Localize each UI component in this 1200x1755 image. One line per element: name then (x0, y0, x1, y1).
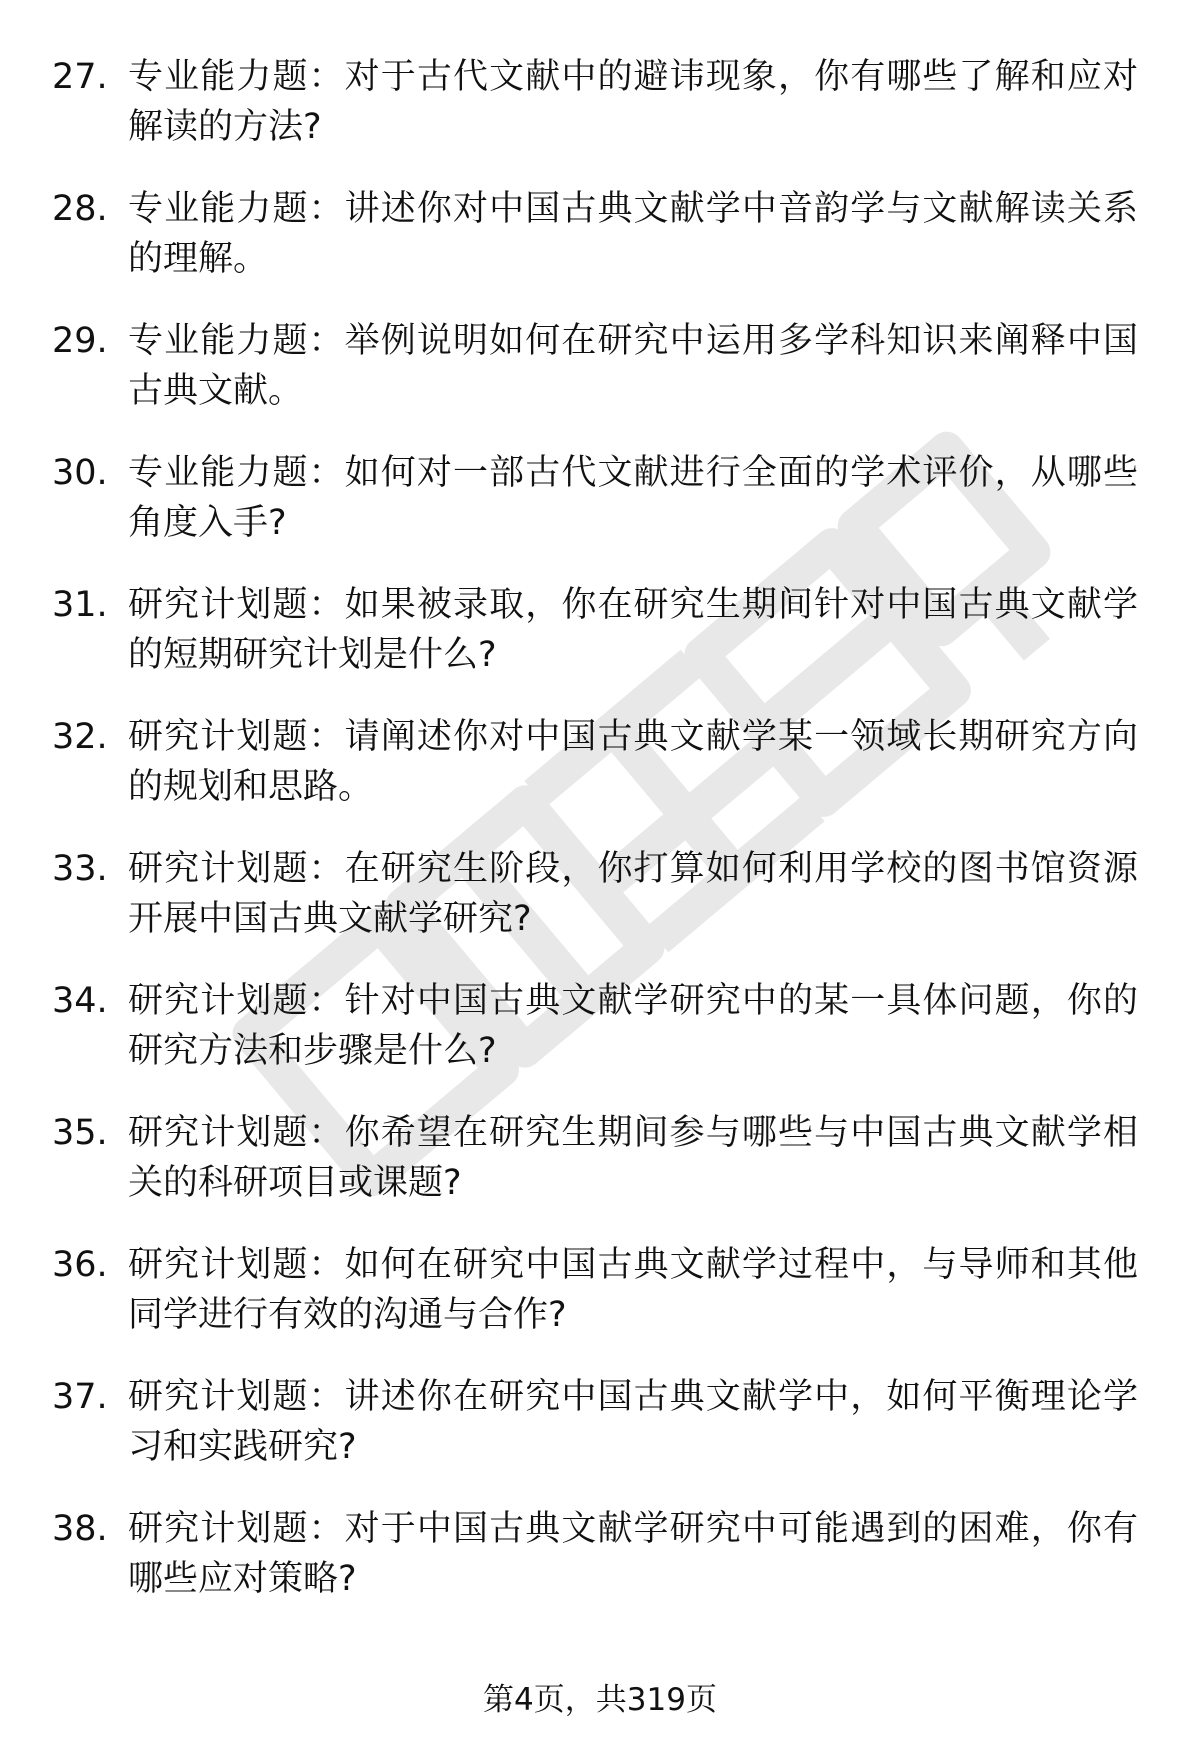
question-item (0, 448, 1200, 580)
question-number: 38. (52, 1509, 108, 1549)
question-item (0, 52, 1200, 184)
question-item (0, 1108, 1200, 1240)
question-number: 30. (52, 453, 108, 493)
question-text: 研究计划题：在研究生阶段，你打算如何利用学校的图书馆资源开展中国古典文献学研究? (128, 849, 1138, 939)
question-item (0, 844, 1200, 976)
question-number: 32. (52, 717, 108, 757)
question-number: 37. (52, 1377, 108, 1417)
question-item (0, 712, 1200, 844)
question-number: 33. (52, 849, 108, 889)
question-number: 35. (52, 1113, 108, 1153)
question-item (0, 976, 1200, 1108)
question-number: 31. (52, 585, 108, 625)
question-text: 专业能力题：如何对一部古代文献进行全面的学术评价，从哪些角度入手? (128, 453, 1138, 543)
question-item (0, 316, 1200, 448)
question-item (0, 1504, 1200, 1636)
question-text: 研究计划题：你希望在研究生期间参与哪些与中国古典文献学相关的科研项目或课题? (128, 1113, 1138, 1203)
question-number: 34. (52, 981, 108, 1021)
question-text: 专业能力题：举例说明如何在研究中运用多学科知识来阐释中国古典文献。 (128, 321, 1138, 411)
question-item (0, 1240, 1200, 1372)
question-text: 研究计划题：如何在研究中国古典文献学过程中，与导师和其他同学进行有效的沟通与合作? (128, 1245, 1138, 1335)
question-number: 29. (52, 321, 108, 361)
question-text: 研究计划题：对于中国古典文献学研究中可能遇到的困难，你有哪些应对策略? (128, 1509, 1138, 1599)
question-number: 36. (52, 1245, 108, 1285)
page-indicator: 第4页，共319页 (483, 1682, 717, 1718)
question-text: 专业能力题：对于古代文献中的避讳现象，你有哪些了解和应对解读的方法? (128, 57, 1138, 147)
question-number: 27. (52, 57, 108, 97)
question-text: 研究计划题：如果被录取，你在研究生期间针对中国古典文献学的短期研究计划是什么? (128, 585, 1138, 675)
question-list (0, 52, 1200, 1636)
question-item (0, 1372, 1200, 1504)
question-item (0, 580, 1200, 712)
question-text: 研究计划题：针对中国古典文献学研究中的某一具体问题，你的研究方法和步骤是什么? (128, 981, 1138, 1071)
question-text: 研究计划题：请阐述你对中国古典文献学某一领域长期研究方向的规划和思路。 (128, 717, 1138, 807)
question-text: 研究计划题：讲述你在研究中国古典文献学中，如何平衡理论学习和实践研究? (128, 1377, 1138, 1467)
question-number: 28. (52, 189, 108, 229)
question-text: 专业能力题：讲述你对中国古典文献学中音韵学与文献解读关系的理解。 (128, 189, 1138, 279)
question-item (0, 184, 1200, 316)
